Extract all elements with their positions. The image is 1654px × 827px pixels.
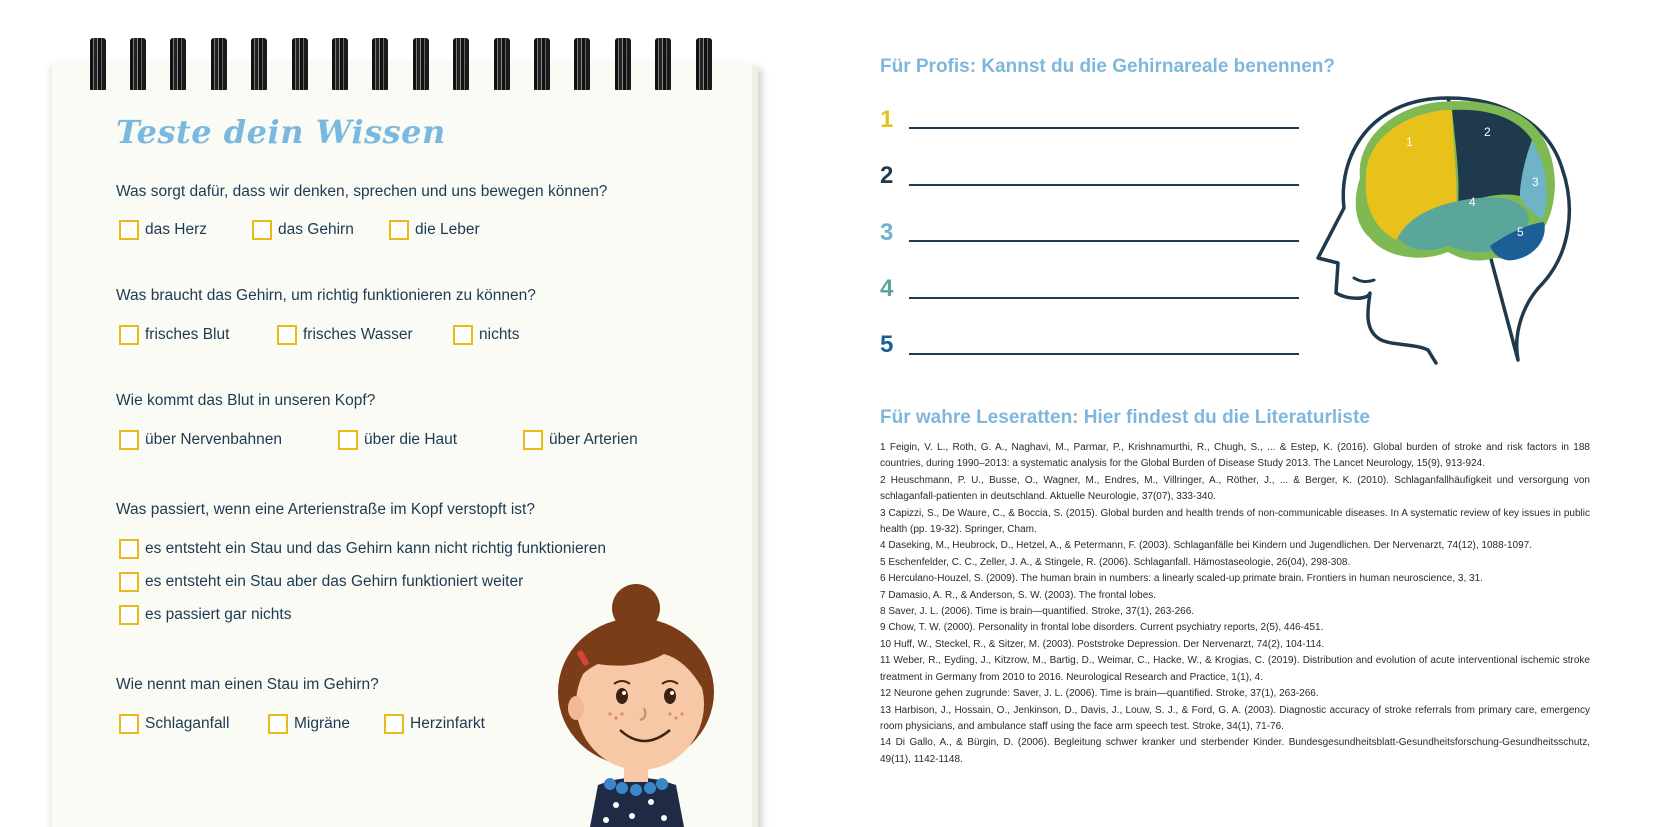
area-number-5: 5 — [880, 331, 894, 358]
option-label: die Leber — [415, 221, 480, 238]
checkbox[interactable] — [119, 714, 139, 734]
area-number-3: 3 — [880, 219, 894, 246]
brain-label-4: 4 — [1469, 195, 1476, 209]
q3-option-1[interactable] — [119, 430, 282, 450]
q1-option-3[interactable] — [389, 220, 480, 240]
spiral-ring — [251, 38, 267, 90]
answer-line-5[interactable] — [909, 353, 1299, 355]
checkbox[interactable] — [119, 572, 139, 592]
option-label: über Nervenbahnen — [145, 431, 283, 448]
reference-item: 6 Herculano-Houzel, S. (2009). The human brain in numbers: a linearly scaled-up primate brain. Frontiers in human neuroscience, 3, 31. — [880, 573, 1483, 585]
q3-option-3[interactable] — [523, 430, 638, 450]
spiral-ring — [696, 38, 712, 90]
answer-line-2[interactable] — [909, 184, 1299, 186]
checkbox[interactable] — [119, 539, 139, 559]
option-label: das Gehirn — [278, 221, 354, 238]
option-label: Schlaganfall — [145, 715, 230, 732]
q5-option-2[interactable] — [268, 714, 350, 734]
brain-head-diagram — [1308, 88, 1608, 368]
q4-option-3[interactable] — [119, 605, 291, 625]
spiral-ring — [453, 38, 469, 90]
checkbox[interactable] — [389, 220, 409, 240]
answer-line-1[interactable] — [909, 127, 1299, 129]
quiz-title: Teste dein Wissen — [116, 113, 446, 151]
spiral-ring — [494, 38, 510, 90]
option-label: es passiert gar nichts — [145, 606, 292, 623]
reference-item: 14 Di Gallo, A., & Bürgin, D. (2006). Begleitung schwer kranker und sterbender Kinder. Bundesgesundheitsblatt-Gesundheitsforschung-Gesundheitsschutz, 49(11), 1142-1148. — [880, 737, 1590, 765]
option-label: über Arterien — [549, 431, 638, 448]
reference-item: 2 Heuschmann, P. U., Busse, O., Wagner, M., Endres, M., Villringer, A., Röther, J., ... & Berger, K. (2010). Schlaganfallhäufigkeit und versorgung von schlaganfall-patienten in deutschland. Aktuelle Neurologie, 37(07), 333-340. — [880, 474, 1590, 503]
spiral-ring — [655, 38, 671, 90]
reference-item: 8 Saver, J. L. (2006). Time is brain—quantified. Stroke, 37(1), 263-266. — [880, 606, 1195, 618]
brain-label-1: 1 — [1406, 135, 1413, 149]
spiral-ring — [130, 38, 146, 90]
reference-item: 7 Damasio, A. R., & Anderson, S. W. (2003). The frontal lobes. — [880, 589, 1157, 601]
checkbox[interactable] — [453, 325, 473, 345]
reference-item: 10 Huff, W., Steckel, R., & Sitzer, M. (2003). Poststroke Depression. Der Nervenarzt, 74(2), 104-114. — [880, 638, 1325, 650]
option-label: es entsteht ein Stau und das Gehirn kann nicht richtig funktionieren — [145, 540, 606, 557]
question-2: Was braucht das Gehirn, um richtig funktionieren zu können? — [116, 287, 536, 304]
checkbox[interactable] — [523, 430, 543, 450]
q2-option-1[interactable] — [119, 325, 229, 345]
q5-option-3[interactable] — [384, 714, 485, 734]
spiral-ring — [372, 38, 388, 90]
spiral-ring — [534, 38, 550, 90]
question-1: Was sorgt dafür, dass wir denken, sprechen und uns bewegen können? — [116, 183, 608, 200]
reference-item: 3 Capizzi, S., De Waure, C., & Boccia, S. (2015). Global burden and health trends of non-communicable diseases. In A systematic review of key issues in public health (pp. 19-32). Springer, Cham. — [880, 507, 1590, 536]
reference-item: 1 Feigin, V. L., Roth, G. A., Naghavi, M., Parmar, P., Krishnamurthi, R., Chugh, S., ... & Estep, K. (2016). Global burden of stroke and risk factors in 188 countries, during 1990–2013: a systematic analysis for the Global Burden of Disease Study 2013. The Lancet Neurology, 15(9), 913-924. — [880, 442, 1590, 470]
spiral-ring — [90, 38, 106, 90]
answer-line-4[interactable] — [909, 297, 1299, 299]
brain-label-3: 3 — [1532, 175, 1539, 189]
brain-label-5: 5 — [1517, 225, 1524, 239]
answer-line-3[interactable] — [909, 240, 1299, 242]
checkbox[interactable] — [119, 605, 139, 625]
reference-item: 4 Daseking, M., Heubrock, D., Hetzel, A., & Petermann, F. (2003). Schlaganfälle bei Kindern und Jugendlichen. Der Nervenarzt, 74(12), 1088-1097. — [880, 540, 1533, 552]
literature-title: Für wahre Leseratten: Hier findest du die Literaturliste — [880, 407, 1370, 428]
brain-label-2: 2 — [1484, 125, 1491, 139]
spiral-ring — [615, 38, 631, 90]
option-label: frisches Blut — [145, 326, 230, 343]
reference-item: 9 Chow, T. W. (2000). Personality in frontal lobe disorders. Current psychiatry reports, 2(5), 446-451. — [880, 622, 1324, 634]
checkbox[interactable] — [119, 325, 139, 345]
reference-item: 13 Harbison, J., Hossain, O., Jenkinson, D., Davis, J., Louw, S. J., & Ford, G. A. (2003). Diagnostic accuracy of stroke referrals from primary care, emergency room physicians, and ambulance staff using the face arm speech test. Stroke, 34(1), 71-76. — [880, 704, 1590, 732]
spiral-ring — [413, 38, 429, 90]
checkbox[interactable] — [119, 220, 139, 240]
question-3: Wie kommt das Blut in unseren Kopf? — [116, 392, 376, 409]
girl-illustration — [536, 580, 736, 827]
checkbox[interactable] — [252, 220, 272, 240]
checkbox[interactable] — [268, 714, 288, 734]
checkbox[interactable] — [119, 430, 139, 450]
spiral-ring — [170, 38, 186, 90]
checkbox[interactable] — [277, 325, 297, 345]
q1-option-1[interactable] — [119, 220, 207, 240]
area-number-4: 4 — [880, 275, 894, 302]
area-number-1: 1 — [880, 106, 894, 133]
q5-option-1[interactable] — [119, 714, 229, 734]
question-5: Wie nennt man einen Stau im Gehirn? — [116, 676, 379, 693]
spiral-ring — [292, 38, 308, 90]
checkbox[interactable] — [384, 714, 404, 734]
area-number-2: 2 — [880, 162, 894, 189]
q4-option-2[interactable] — [119, 572, 523, 592]
checkbox[interactable] — [338, 430, 358, 450]
spiral-ring — [574, 38, 590, 90]
option-label: Migräne — [294, 715, 350, 732]
option-label: das Herz — [145, 221, 208, 238]
q2-option-3[interactable] — [453, 325, 520, 345]
q3-option-2[interactable] — [338, 430, 457, 450]
q2-option-2[interactable] — [277, 325, 413, 345]
question-4: Was passiert, wenn eine Arterienstraße im Kopf verstopft ist? — [116, 501, 535, 518]
option-label: Herzinfarkt — [410, 715, 485, 732]
reference-list — [880, 440, 1590, 768]
reference-item: 12 Neurone gehen zugrunde: Saver, J. L. (2006). Time is brain—quantified. Stroke, 37(1), 263-266. — [880, 688, 1319, 700]
option-label: es entsteht ein Stau aber das Gehirn funktioniert weiter — [145, 573, 524, 590]
option-label: nichts — [479, 326, 520, 343]
reference-item: 5 Eschenfelder, C. C., Zeller, J. A., & Stingele, R. (2006). Schlaganfall. Hämostaseologie, 26(04), 298-308. — [880, 556, 1351, 568]
spiral-ring — [211, 38, 227, 90]
q1-option-2[interactable] — [252, 220, 354, 240]
reference-item: 11 Weber, R., Eyding, J., Kitzrow, M., Bartig, D., Weimar, C., Hacke, W., & Krogias, C. (2019). Distribution and evolution of acute interventional ischemic stroke treatment in Germany from 2010 to 2016. Neurological Research and Practice, 1(1), 4. — [880, 655, 1590, 683]
option-label: über die Haut — [364, 431, 458, 448]
option-label: frisches Wasser — [303, 326, 413, 343]
profi-section-title: Für Profis: Kannst du die Gehirnareale benennen? — [880, 56, 1336, 77]
q4-option-1[interactable] — [119, 539, 606, 559]
notepad-spiral-binding — [90, 38, 730, 90]
spiral-ring — [332, 38, 348, 90]
